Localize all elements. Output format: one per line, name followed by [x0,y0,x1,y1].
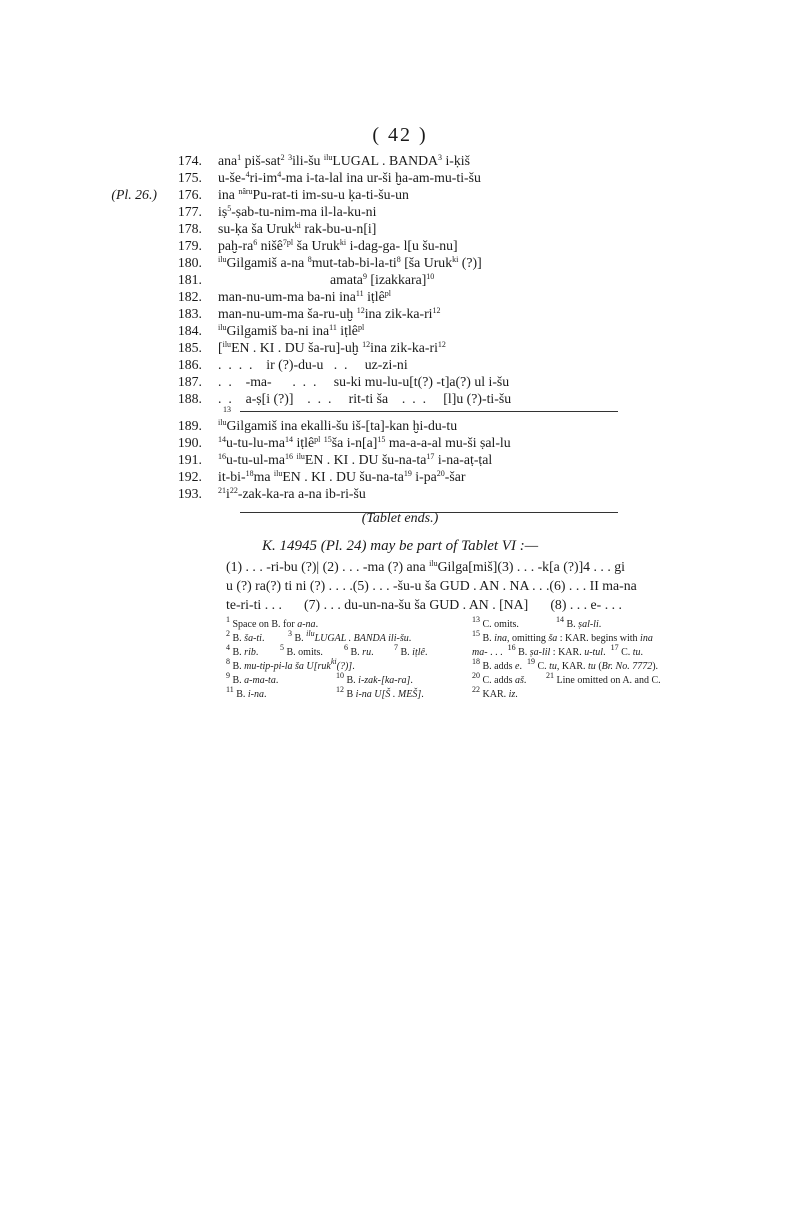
line-text: iṣ$^5$-ṣab-tu-nim-ma il-la-ku-ni [218,204,377,219]
k-fragment-segment: u (?) ra(?) ti ni (?) . . . . [226,578,353,593]
footnote-row [472,671,661,688]
line-number: 176. [177,187,202,202]
footnote-row [472,615,632,632]
line-number: 182. [177,289,202,304]
footnote: $^{21}$ Line omitted on A. and C. [546,671,661,686]
footnote: ma- . . . $^{16}$ B. ṣa-lil : KAR. u-tul. $^{17}$ C. tu. [472,643,644,658]
k-fragment-segment: 4 . . . gi [583,559,625,574]
line-number: 184. [177,323,202,338]
k-fragment-text [226,557,637,614]
line-number: 186. [177,357,202,372]
line-text: $^{14}u-tu-lu-ma^{14}$ iṭlê$^{pl}$ $^{15}$ša $i-n[a]^{15}$ ma-a-a-al mu-ši ṣal-lu [218,435,511,450]
footnote: $^1$ Space on B. for a-na. [226,615,319,630]
tablet-ends-label: (Tablet ends.) [361,511,439,526]
line-number: 190. [177,435,202,450]
line-text: . . a-ṣ[i (?)] . . . rit-ti ša . . . [l]u (?)-ti-šu [218,391,512,406]
text-line [160,434,620,451]
text-line [160,288,620,305]
line-text: $^{21}i^{22}-zak-ka-ra$ a-na ib-ri-šu [218,486,366,501]
line-text: [$^{ilu}$EN . KI . DU ša-ru]-uḫ $^{12}$ina zik-$ka-ri^{12}$ [218,340,446,355]
footnote-row [226,629,446,646]
k-fragment-segment: (6) . . . II ma-na [549,578,637,593]
footnote-marker: 13 [223,405,231,414]
line-text: $^{16}u-tu-ul-ma^{16}$ $^{ilu}$EN . KI . DU $šu-na-ta^{17}$ i-na-aṭ-ṭal [218,452,493,467]
k-fragment-segment: (7) . . . du-un-na-šu ša GUD . AN . [NA] [304,597,529,612]
line-number: 191. [177,452,202,467]
line-text: it-bi-$^{18}$ma $^{ilu}$EN . KI . DU $šu-na-ta^{19}$ $i-pa^{20}$-šar [218,469,466,484]
text-line [160,485,620,502]
footnote: $^6$ B. ru. [344,643,374,658]
line-text: . . . . ir (?)-du-u . . uz-zi-ni [218,357,408,372]
footnote-row [472,629,653,646]
text-line [160,373,620,390]
text-line [160,152,620,169]
line-text: $^{ilu}$Gilgamiš ina ekalli-šu iš-[ta]-kan ḫi-du-tu [218,418,458,433]
footnote: $^{20}$ C. adds aš. [472,671,527,686]
k-fragment-segment: (8) . . . e- . . . [550,597,622,612]
footnote-row [226,685,446,702]
footnote: $^2$ B. ša-ti. [226,629,265,644]
line-number: 188. [177,391,202,406]
line-number: 193. [177,486,202,501]
line-number: 179. [177,238,202,253]
footnotes-left-column [226,615,446,702]
text-line [160,271,620,288]
line-text: ina $^{nâru}$Pu-rat-ti im-su-u ḳa-ti-šu-un [218,187,409,202]
text-line [160,203,620,220]
text-line [160,305,620,322]
line-text: paḫ-$ra^6$ nišê$^{7pl}$ ša Uruk$^{ki}$ i-dag-ga- l[u šu-nu] [218,238,458,253]
line-number: 174. [177,153,202,168]
text-line [160,468,620,485]
text-block [111,152,620,516]
page-number: ( 42 ) [372,124,428,146]
footnote: $^9$ B. a-ma-ta. [226,671,279,686]
k-heading: K. 14945 (Pl. 24) may be part of Tablet VI :— [261,538,539,554]
k-fragment-line [226,576,637,595]
line-number: 192. [177,469,202,484]
footnote: $^{18}$ B. adds e. $^{19}$ C. tu, KAR. tu (Br. No. 7772). [472,657,659,672]
footnote: $^5$ B. omits. [280,643,323,658]
footnote: $^{12}$ B i-na U[Š . MEŠ]. [336,685,424,700]
footnote: $^4$ B. rib. [226,643,259,658]
text-line [160,322,620,339]
footnote: $^{11}$ B. i-na. [226,685,267,700]
line-text: $^{ilu}$Gilgamiš ba-ni ina$^{11}$ iṭlê$^{pl}$ [218,323,365,338]
footnote: $^8$ B. mu-tip-pi-la ša U[ruk$^{ki}$(?)]. [226,657,355,672]
k-fragment-segment: | (2) . . . -ma (?) ana $^{ilu}$Gilga[miš] [316,559,498,574]
line-number: 178. [177,221,202,236]
line-number: 181. [177,272,202,287]
line-number: 177. [177,204,202,219]
footnote-row [226,615,446,632]
footnote-row [472,643,644,660]
footnote: $^7$ B. iṭlê. [394,643,428,658]
text-line [160,220,620,237]
footnote: $^{10}$ B. i-zak-[ka-ra]. [336,671,413,686]
text-line [160,254,620,271]
line-text: man-nu-um-ma ba-ni ina$^{11}$ iṭlê$^{pl}$ [218,289,391,304]
k-fragment-segment: (3) . . . -k[a (?)] [497,559,584,574]
section-rule [240,411,618,412]
line-number: 180. [177,255,202,270]
line-number: 189. [177,418,202,433]
line-text: man-nu-um-ma ša-ru-uḫ $^{12}$ina zik-$ka-ri^{12}$ [218,306,441,321]
plate-reference: (Pl. 26.) [111,187,157,202]
line-text: $^{ilu}$Gilgamiš a-na $^8mut-tab-bi-la-ti^8$ [ša Uruk$^{ki}$ (?)] [218,255,482,270]
footnote: $^{22}$ KAR. iz. [472,685,518,700]
footnote-row [472,685,632,702]
k-fragment-line [226,557,625,576]
text-line [160,339,620,356]
text-line [160,451,620,468]
line-text: . . -ma- . . . su-ki mu-lu-u[t(?) -t]a(?) ul i-šu [218,374,510,389]
line-text: ana$^1$ piš-sat$^2$ $^3$ili-šu $^{ilu}$LUGAL . BANDA$^3$ i-ḳiš [218,153,470,168]
text-line [160,417,620,434]
text-line [160,237,620,254]
footnote: $^3$ B. $^{ilu}$LUGAL . BANDA ili-šu. [288,629,412,644]
footnote: $^{13}$ C. omits. [472,615,519,630]
k-fragment-line [226,595,622,614]
k-fragment-segment: te-ri-ti . . . [226,597,282,612]
section-break [160,407,620,417]
text-line [111,186,620,203]
line-number: 185. [177,340,202,355]
line-text: $u-še-^4ri-im^4-ma$ i-ta-lal ina ur-ši ḫa-am-mu-ti-šu [218,170,481,185]
text-line [160,356,620,373]
line-number: 183. [177,306,202,321]
line-text: su-ḳa ša Uruk$^{ki}$ rak-bu-u-n[i] [218,221,377,236]
line-text: amata$^9$ [izakkara]$^{10}$ [330,272,435,287]
k-fragment-segment: (5) . . . -šu-u ša GUD . AN . NA . . . [352,578,550,593]
k-fragment-segment: (1) . . . -ri-bu (?) [226,559,317,574]
footnote: $^{14}$ B. ṣal-li. [556,615,602,630]
footnote: $^{15}$ B. ina, omitting ša : KAR. begins with ina [472,629,653,644]
line-number: 175. [177,170,202,185]
line-number: 187. [177,374,202,389]
text-line [160,169,620,186]
footnotes-right-column [472,615,661,702]
